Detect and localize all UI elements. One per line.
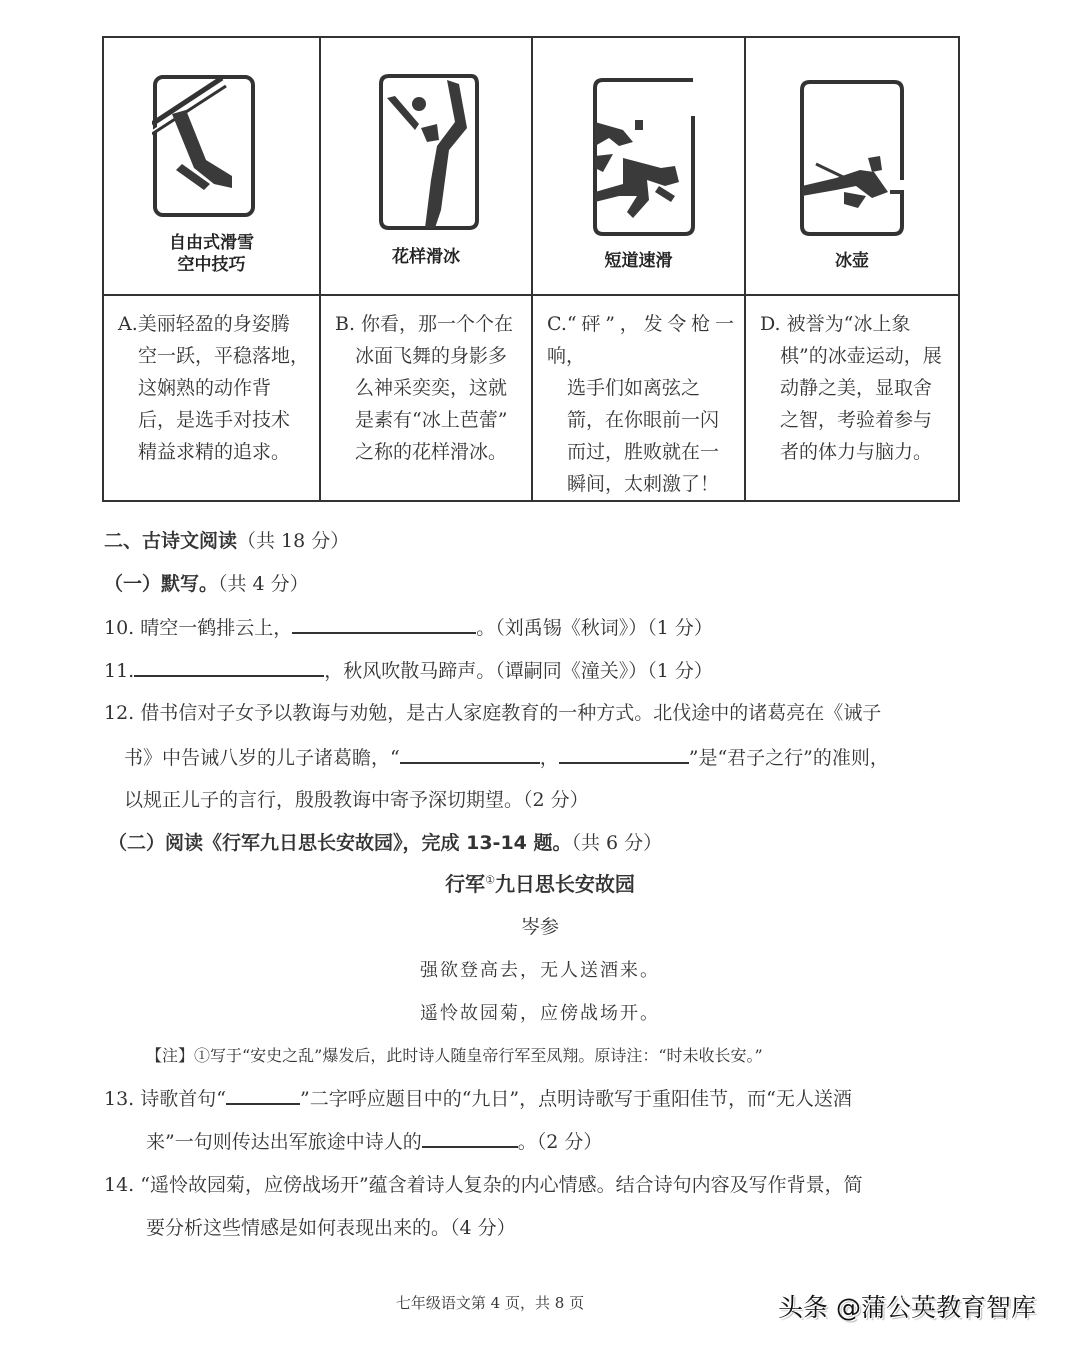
answer-blank-q12-a[interactable] [400, 744, 540, 764]
question-13-line2: 来”一句则传达出军旅途中诗人的 。（2 分） [146, 1128, 602, 1155]
page-number: 七年级语文第 4 页，共 8 页 [395, 1294, 585, 1312]
question-12-line2: 书》中告诫八岁的儿子诸葛瞻，“ ， ”是“君子之行”的准则， [124, 744, 889, 771]
question-11: 11. ，秋风吹散马蹄声。（谭嗣同《潼关》）（1 分） [104, 657, 713, 684]
poem-line-1: 强欲登高去，无人送酒来。 [420, 960, 660, 981]
poem-author: 岑参 [520, 916, 559, 938]
answer-blank-q10[interactable] [292, 614, 476, 634]
short-track-speed-skating-icon [589, 72, 699, 238]
curling-icon [796, 74, 908, 238]
option-a-letter: A. [118, 313, 138, 335]
option-b-description: B. 你看，那一个个在 冰面飞舞的身影多 么神采奕奕，这就 是素有“冰上芭蕾” 之称的花样滑冰。 [320, 295, 532, 501]
question-12-line1: 12. 借书信对子女予以教诲与劝勉，是古人家庭教育的一种方式。北伐途中的诸葛亮在《诫子 [104, 702, 882, 724]
figure-skating-icon [375, 70, 479, 232]
watermark: 头条 @蒲公英教育智库 [778, 1293, 1036, 1322]
part2-heading: （二）阅读《行军九日思长安故园》，完成 13-14 题。（共 6 分） [108, 832, 663, 854]
sport-label-short-track: 短道速滑 [604, 251, 673, 271]
sport-label-curling: 冰壶 [835, 251, 869, 271]
card-short-track-picture [532, 37, 745, 295]
card-freestyle-skiing-picture [103, 37, 320, 295]
footnote-marker: ① [485, 873, 495, 887]
winter-sports-table [102, 36, 960, 502]
section-heading: 二、古诗文阅读（共 18 分） [104, 530, 350, 552]
option-a-description: A.美丽轻盈的身姿腾 空一跃，平稳落地， 这娴熟的动作背 后，是选手对技术 精益求精的追求。 [103, 295, 320, 501]
option-b-letter: B. [335, 313, 356, 335]
question-14-line2: 要分析这些情感是如何表现出来的。（4 分） [146, 1217, 516, 1239]
option-d-letter: D. [760, 313, 781, 335]
sport-label-figure-skating: 花样滑冰 [392, 247, 460, 267]
question-13-line1: 13. 诗歌首句“ ”二字呼应题目中的“九日”，点明诗歌写于重阳佳节，而“无人送酒 [104, 1085, 852, 1112]
poem-line-2: 遥怜故园菊，应傍战场开。 [420, 1003, 660, 1024]
part1-heading: （一）默写。（共 4 分） [104, 573, 309, 595]
question-10: 10. 晴空一鹤排云上， 。（刘禹锡《秋词》）（1 分） [104, 614, 713, 641]
poem-note: 【注】①写于“安史之乱”爆发后，此时诗人随皇帝行军至凤翔。原诗注：“时未收长安。” [146, 1046, 763, 1065]
question-12-line3: 以规正儿子的言行，殷殷教诲中寄予深切期望。（2 分） [124, 789, 589, 811]
option-c-letter: C. [547, 313, 567, 335]
option-c-description: C.“砰”，发令枪一响， 选手们如离弦之 箭，在你眼前一闪 而过，胜败就在一 瞬间，太刺激了！ [532, 295, 745, 501]
card-curling-picture [745, 37, 959, 295]
answer-blank-q11[interactable] [134, 657, 324, 677]
poem-title: 行军①九日思长安故园 [445, 872, 635, 896]
option-d-description: D. 被誉为“冰上象 棋”的冰壶运动，展 动静之美，显取舍 之智，考验着参与 者的体力与脑力。 [745, 295, 959, 501]
card-figure-skating-picture [320, 37, 532, 295]
question-14-line1: 14. “遥怜故园菊，应傍战场开”蕴含着诗人复杂的内心情感。结合诗句内容及写作背景，简 [104, 1174, 863, 1196]
freestyle-skiing-aerials-icon [152, 72, 256, 218]
answer-blank-q13-a[interactable] [226, 1085, 300, 1105]
answer-blank-q12-b[interactable] [559, 744, 689, 764]
sport-label-freestyle-skiing: 自由式滑雪 空中技巧 [169, 233, 254, 275]
answer-blank-q13-b[interactable] [422, 1128, 518, 1148]
